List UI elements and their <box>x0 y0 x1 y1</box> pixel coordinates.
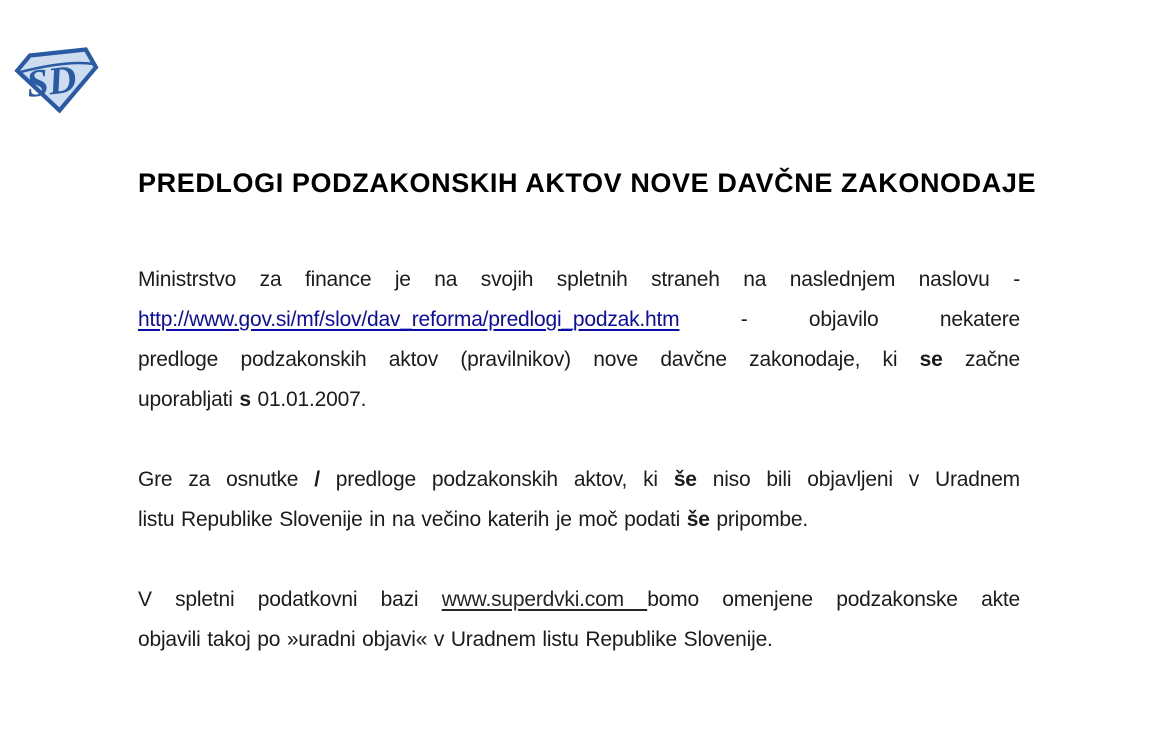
text-segment: s <box>239 388 251 411</box>
text-segment: Ministrstvo za finance je na svojih spletnih straneh na naslednjem naslovu - <box>138 268 1020 291</box>
gov-si-link[interactable]: http://www.gov.si/mf/slov/dav_reforma/predlogi_podzak.htm <box>138 308 680 331</box>
text-segment: 01.01.2007. <box>250 388 367 411</box>
text-line <box>138 580 1020 620</box>
text-segment: V spletni podatkovni bazi <box>138 588 442 611</box>
text-line <box>138 340 1020 380</box>
paragraph-ministry <box>138 260 1020 420</box>
text-segment: / <box>314 468 320 491</box>
document-title: PREDLOGI PODZAKONSKIH AKTOV NOVE DAVČNE ZAKONODAJE <box>138 168 1037 198</box>
text-line <box>138 380 1020 420</box>
text-segment: - objavilo nekatere <box>679 308 1020 331</box>
superdvki-link[interactable]: www.superdvki.com <box>441 588 648 611</box>
document-body <box>138 260 1020 660</box>
text-segment: objavili takoj po »uradni objavi« v Uradnem listu Republike Slovenije. <box>138 628 773 651</box>
text-segment: se <box>919 348 943 371</box>
text-segment: začne <box>942 348 1020 371</box>
text-segment: predloge podzakonskih aktov (pravilnikov) nove davčne zakonodaje, ki <box>138 348 920 371</box>
text-line <box>138 260 1020 300</box>
text-segment: Gre za osnutke <box>138 468 315 491</box>
paragraph-database <box>138 580 1020 660</box>
text-segment: niso bili objavljeni v Uradnem <box>696 468 1020 491</box>
text-segment: uporabljati <box>138 388 240 411</box>
text-segment: še <box>673 468 697 491</box>
text-segment: bomo omenjene podzakonske akte <box>647 588 1020 611</box>
text-line <box>138 300 1020 340</box>
text-segment: listu Republike Slovenije in na večino katerih je moč podati <box>138 508 687 531</box>
text-line <box>138 620 1020 660</box>
sd-diamond-logo-graphic <box>13 46 101 114</box>
text-segment: predloge podzakonskih aktov, ki <box>319 468 674 491</box>
text-segment: pripombe. <box>709 508 808 531</box>
text-line <box>138 460 1020 500</box>
logo-letters: SD <box>24 57 79 107</box>
paragraph-drafts <box>138 460 1020 540</box>
document-content <box>138 166 1037 700</box>
sd-logo <box>13 46 101 114</box>
text-line <box>138 500 1020 540</box>
text-segment: še <box>686 508 710 531</box>
